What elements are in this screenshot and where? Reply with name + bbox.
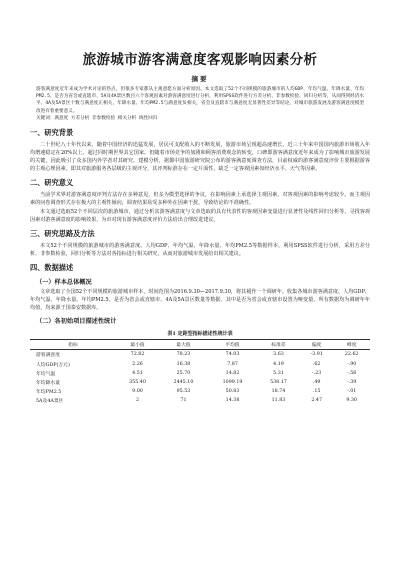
- table-cell: 3.63: [273, 352, 284, 358]
- table-cell: .15: [312, 389, 321, 395]
- table-cell: 7.87: [227, 361, 238, 367]
- table-header-cell: 指标: [30, 340, 116, 350]
- table-header-row: [30, 340, 370, 350]
- table-row: [30, 350, 370, 360]
- table-cell: 年均气温: [36, 371, 56, 377]
- table-cell: -.23: [312, 370, 322, 376]
- section-heading-method: 三、研究思路及方法: [30, 228, 95, 238]
- table-header-cell: 标准差: [257, 340, 300, 350]
- table-cell: 25.70: [176, 370, 191, 376]
- table-row: [30, 387, 370, 396]
- abstract-heading: 摘要: [191, 75, 209, 83]
- table-cell: 355.40: [129, 379, 146, 385]
- table-cell: 71: [180, 398, 187, 404]
- table-cell: -3.91: [310, 352, 323, 358]
- table-cell: -.39: [347, 379, 357, 385]
- paragraph: 当前学术界对游客满意度评判方法存在多种意见，但多为模型选择的争议，在影响因素上承选择主观因素，对客观因素的影响考虑较少。而主观因素的问卷调查形式存在极大的主观性倾向，调查结果易受多种外在因素干扰，导致结论的不准确性。: [30, 192, 370, 207]
- subsection-heading-stats: （二）各初始项目描述性统计: [36, 318, 117, 326]
- table-cell: 年均降水量: [36, 380, 60, 386]
- table-cell: 538.17: [270, 379, 287, 385]
- table-cell: 2.47: [311, 398, 322, 404]
- table-cell: 1099.19: [222, 379, 243, 385]
- table-cell: 50.83: [225, 389, 240, 395]
- table-cell: 14.82: [225, 370, 240, 376]
- table-cell: 5A及4A景区: [36, 399, 64, 405]
- table-cell: 72.82: [130, 352, 145, 358]
- table-cell: -.90: [347, 361, 357, 367]
- table-cell: 16.38: [176, 361, 191, 367]
- table-header-cell: 偏度: [300, 340, 334, 350]
- table-cell: 74.03: [225, 352, 240, 358]
- table-cell: 人均GDP(万元): [36, 362, 70, 368]
- table-cell: -.56: [347, 370, 357, 376]
- table-row: [30, 396, 370, 405]
- abstract-text: 游客满意度近年来成为学术讨论的热点，但很多专家都从主观意愿方面分析原因。本文选取了52个不同规模的旅游城市的人均GDP、年均气温、年降水量、年均PM2.5、是否为省会或直辖市、5A及4A景区数目六个客观因素对游客满意度进行分析，利用SPSS软件进行方差分析、非参数检验、回归分析等，从而得到经济水平、4A及5A景区个数与满意度正相关，年降水量、年均PM2.5与满意度负相关，省会及直辖市与满意度无显著性差异等结论，对城市旅游发展及游客满意度模型改进有着重要意义。: [36, 87, 364, 114]
- table-cell: 2: [135, 398, 140, 404]
- table-header-cell: 平均值: [208, 340, 257, 350]
- paragraph: 本文52个不同规模的旅游城市的游客满意度、人均GDP、年均气温、年降水量、年均PM2.5等数据样本，利用SPSS软件进行分析，采用方差分析、非参数检验，回归分析等方法对各指标进行相关研究，从而对旅游城市发展给出相关建议。: [30, 242, 370, 257]
- table-cell: 95.53: [176, 389, 191, 395]
- table-row: [30, 369, 370, 378]
- table-cell: 4.51: [132, 370, 143, 376]
- table-cell: 78.23: [176, 352, 191, 358]
- paragraph: 二十世纪八十年代以来，随着中国经济的迅猛发展，居民可支配收入的不断发展，旅游市场呈现超高速增长，近三十年来中国国内旅游市场收入年均增速稳定在20%以上，超过同时期世界其它国家。但随着市场竞争的加剧和顾客消费观念的转变，口碑即游客满意度近年来成为了影响城市旅游发展的关键，因此吸引了众多国内外学者对其研究。建模分析，据都中国旅游研究院公布的游客满意度调查方法，目前权威的游客满意度评价主要根据游客的主观心理因素，即其对旅游服务各层级的主观评分，其评判标准存在一定片面性，缺乏一定客观因素如经济水平、天气等因素。: [30, 142, 370, 173]
- table-cell: 11.83: [271, 398, 286, 404]
- paragraph: 本文通过选取52个不同层次的旅游城市，通过分析其游客满意度与文章选取的具有代表性的客观因素变量进行显著性及线性回归分析等，寻找客观因素对游客满意度的影响效果，为市对现有游客满意度评价方法给出合理改进建议。: [30, 208, 370, 223]
- table-row: [30, 359, 370, 368]
- table-cell: -.01: [347, 389, 357, 395]
- paper-title: 旅游城市游客满意度客观影响因素分析: [82, 52, 318, 68]
- table-header-cell: 峰度: [333, 340, 370, 350]
- section-heading-significance: 二、研究意义: [30, 178, 74, 188]
- table-cell: 22.62: [344, 352, 359, 358]
- table-caption: 表1 定距型指标描述性统计表: [167, 331, 233, 338]
- table-cell: 4.19: [273, 361, 284, 367]
- paragraph: 文章选取了全国52个不同规模的旅游城市样本，时间范围为2016.9.30—2017.9.30，将其褪作一个调研年。收集各城市游客满意度、人均GDP、年均气温、年降水量、年均PM2.5、是否为省会或直辖市、4A及5A景区数量等数据。其中是否为省会或直辖市设置为哑变量，所有数据均为调研年年均值，均来源于国泰安数据库。: [30, 288, 370, 312]
- table-cell: 年均PM2.5: [36, 390, 62, 396]
- table-cell: 2.26: [132, 361, 143, 367]
- table-cell: .49: [312, 379, 321, 385]
- subsection-heading-overview: （一）样本总体概况: [36, 278, 92, 286]
- table-cell: 14.38: [225, 398, 240, 404]
- table-cell: 游客满意度: [36, 353, 60, 359]
- table-cell: 5.31: [273, 370, 284, 376]
- table-cell: 2445.10: [173, 379, 194, 385]
- table-row: [30, 378, 370, 387]
- keywords: 关键词：满意度 方差分析 非参数检验 相关分析 线性回归: [36, 115, 158, 121]
- section-heading-background: 一、研究背景: [30, 128, 74, 138]
- descriptive-stats-table: [30, 339, 370, 405]
- table-cell: 9.30: [346, 398, 358, 404]
- table-header-cell: 最小值: [116, 340, 159, 350]
- table-header-cell: 最大值: [159, 340, 208, 350]
- table-cell: .62: [312, 361, 321, 367]
- table-cell: 18.74: [271, 389, 286, 395]
- table-cell: 9.00: [132, 389, 143, 395]
- section-heading-data: 四、数据描述: [30, 262, 74, 272]
